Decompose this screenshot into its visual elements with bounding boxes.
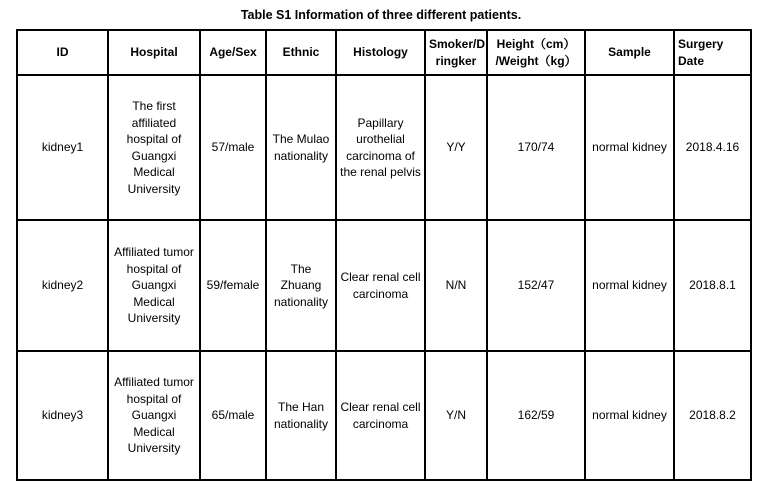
header-surgery-date: Surgery Date bbox=[674, 30, 751, 75]
cell-hospital: Affiliated tumor hospital of Guangxi Medical University bbox=[108, 351, 200, 480]
cell-hospital: The first affiliated hospital of Guangxi Medical University bbox=[108, 75, 200, 220]
table-title: Table S1 Information of three different patients. bbox=[240, 8, 522, 22]
header-smoker-drinker: Smoker/D ringker bbox=[425, 30, 487, 75]
table-row bbox=[17, 351, 751, 480]
cell-id: kidney1 bbox=[17, 75, 108, 220]
cell-smoker-drinker: N/N bbox=[425, 220, 487, 351]
header-age-sex: Age/Sex bbox=[200, 30, 266, 75]
header-histology: Histology bbox=[336, 30, 425, 75]
cell-id: kidney3 bbox=[17, 351, 108, 480]
header-sample: Sample bbox=[585, 30, 674, 75]
cell-sample: normal kidney bbox=[585, 220, 674, 351]
cell-hospital: Affiliated tumor hospital of Guangxi Medical University bbox=[108, 220, 200, 351]
cell-age-sex: 59/female bbox=[200, 220, 266, 351]
cell-histology: Clear renal cell carcinoma bbox=[336, 351, 425, 480]
header-hospital: Hospital bbox=[108, 30, 200, 75]
cell-sample: normal kidney bbox=[585, 75, 674, 220]
table-row bbox=[17, 220, 751, 351]
header-ethnic: Ethnic bbox=[266, 30, 336, 75]
cell-surgery-date: 2018.8.1 bbox=[674, 220, 751, 351]
cell-surgery-date: 2018.4.16 bbox=[674, 75, 751, 220]
cell-ethnic: The Zhuang nationality bbox=[266, 220, 336, 351]
table-row bbox=[17, 75, 751, 220]
header-row bbox=[17, 30, 751, 75]
cell-ethnic: The Mulao nationality bbox=[266, 75, 336, 220]
header-height-weight: Height（cm） /Weight（kg） bbox=[487, 30, 585, 75]
cell-age-sex: 57/male bbox=[200, 75, 266, 220]
cell-smoker-drinker: Y/N bbox=[425, 351, 487, 480]
cell-id: kidney2 bbox=[17, 220, 108, 351]
cell-ethnic: The Han nationality bbox=[266, 351, 336, 480]
cell-height-weight: 152/47 bbox=[487, 220, 585, 351]
patients-table bbox=[16, 29, 752, 481]
cell-sample: normal kidney bbox=[585, 351, 674, 480]
cell-height-weight: 162/59 bbox=[487, 351, 585, 480]
cell-histology: Papillary urothelial carcinoma of the renal pelvis bbox=[336, 75, 425, 220]
cell-surgery-date: 2018.8.2 bbox=[674, 351, 751, 480]
cell-age-sex: 65/male bbox=[200, 351, 266, 480]
cell-smoker-drinker: Y/Y bbox=[425, 75, 487, 220]
header-id: ID bbox=[17, 30, 108, 75]
cell-height-weight: 170/74 bbox=[487, 75, 585, 220]
cell-histology: Clear renal cell carcinoma bbox=[336, 220, 425, 351]
